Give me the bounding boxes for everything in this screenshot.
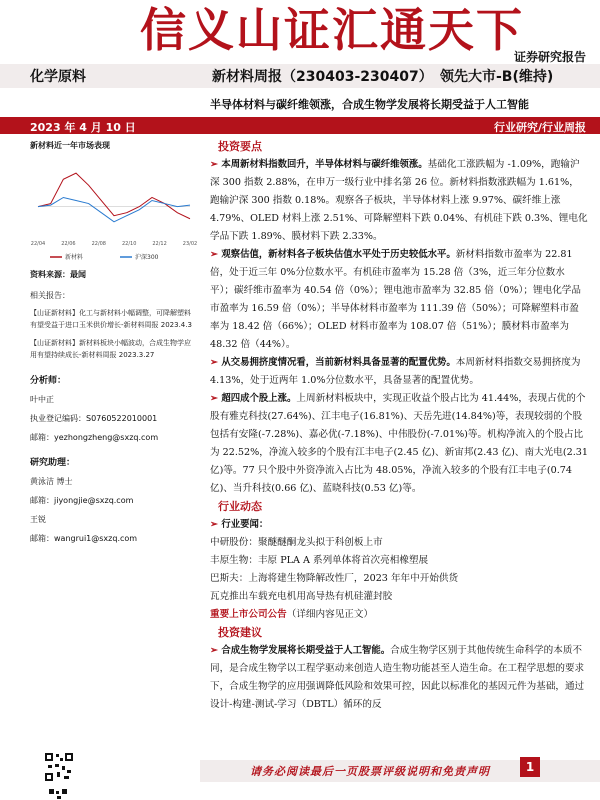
announcements-link[interactable]: 重要上市公司公告（详细内容见正文） xyxy=(210,609,374,620)
arrow-icon: ➢ xyxy=(210,249,222,260)
p1-body: 基础化工涨跌幅为 -1.09%，跑输沪深 300 指数 2.88%，在申万一级行业中排名第 26 位。新材料指数涨跌幅为 1.61%，跑输沪深 300 指数 0.18%。观察各子板块，半导体材料上涨 9.97%、碳纤维上涨 4.79%、OLED 材料上涨 2.51%、可降解塑料下跌 0.04%、有机硅下跌 0.3%、锂电化学品下跌 1.89%、膜材料下跌 2.33%。 xyxy=(210,159,588,242)
assistant-name: 黄泳洁 博士 xyxy=(30,477,73,486)
news-item: 中研股份：聚醚醚酮龙头拟于科创板上市 xyxy=(210,537,383,548)
legend-label-1: 沪深300 xyxy=(135,254,159,261)
arrow-icon: ➢ xyxy=(210,519,222,530)
report-date: 2023 年 4 月 10 日 xyxy=(30,121,136,134)
license-number: 执业登记编码：S0760522010001 xyxy=(30,414,158,423)
section-advice: 投资建议 xyxy=(218,626,262,639)
paragraph-1 xyxy=(210,156,588,246)
section-industry: 行业动态 xyxy=(218,500,262,513)
report-category: 行业研究/行业周报 xyxy=(493,121,586,134)
series-line-1 xyxy=(38,197,190,221)
arrow-icon: ➢ xyxy=(210,645,222,656)
news-item: 瓦克推出车载充电机用高导热有机硅灌封胶 xyxy=(210,591,393,602)
performance-chart xyxy=(30,155,198,265)
arrow-icon: ➢ xyxy=(210,159,222,170)
slogan xyxy=(140,0,524,60)
assistant-label: 研究助理： xyxy=(30,458,76,468)
x-tick-label: 23/02 xyxy=(182,241,198,247)
header-banner xyxy=(0,0,600,62)
p5-body: 合成生物学区别于其他传统生命科学的本质不同，是合成生物学以工程学驱动来创造人造生物功能甚至人造生命。在工程学思想的要求下，合成生物学的应用强调降低风险和效果可控，因此以标准化的基因元件为基础，通过设计-构建-测试-学习（DBTL）循环的反 xyxy=(210,645,585,710)
sidebar xyxy=(30,136,198,544)
analyst-name: 叶中正 xyxy=(30,395,54,404)
paragraph-2 xyxy=(210,246,588,354)
series-line-0 xyxy=(38,173,190,219)
news-list xyxy=(210,534,588,606)
x-tick-label: 22/10 xyxy=(121,241,137,247)
report-type: 证券研究报告 xyxy=(513,50,586,64)
paragraph-4 xyxy=(210,390,588,498)
main-content xyxy=(210,138,588,714)
paragraph-5 xyxy=(210,642,588,714)
x-tick-label: 22/04 xyxy=(30,241,46,247)
qr-code-small-icon xyxy=(48,788,68,800)
qr-code-icon xyxy=(44,752,74,782)
arrow-icon: ➢ xyxy=(210,357,222,368)
related-report[interactable]: 【山证新材料】新材料板块小幅波动，合成生物学应用有望持续成长-新材料周报 2023.3.27 xyxy=(30,339,191,359)
news-item: 巴斯夫：上海将建生物降解改性厂，2023 年年中开始供货 xyxy=(210,573,459,584)
industry-label: 化学原料 xyxy=(30,69,86,85)
news-item: 丰原生物：丰原 PLA A 系列单体将首次亮相橡塑展 xyxy=(210,555,429,566)
page-number: 1 xyxy=(520,757,540,777)
analyst-email[interactable]: 邮箱：yezhongzheng@sxzq.com xyxy=(30,433,159,442)
report-subtitle: 半导体材料与碳纤维领涨，合成生物学发展将长期受益于人工智能 xyxy=(210,98,529,111)
p2-lead: 观察估值，新材料各子板块估值水平处于历史较低水平。 xyxy=(221,249,456,260)
news-heading: ➢ 行业要闻： xyxy=(210,519,269,530)
legend-label-0: 新材料 xyxy=(65,254,84,261)
p1-lead: 本周新材料指数回升，半导体材料与碳纤维领涨。 xyxy=(221,159,428,170)
p5-lead: 合成生物学发展将长期受益于人工智能。 xyxy=(221,645,391,656)
p3-lead: 从交易拥挤度情况看，当前新材料具备显著的配置优势。 xyxy=(221,357,456,368)
chart-title: 新材料近一年市场表现 xyxy=(30,141,110,150)
assistant2-email[interactable]: 邮箱：wangrui1@sxzq.com xyxy=(30,534,138,543)
rating: 领先大市-B(维持) xyxy=(440,69,554,85)
paragraph-3 xyxy=(210,354,588,390)
section-invest-points: 投资要点 xyxy=(218,140,262,153)
p2-body: 新材料指数市盈率为 22.81 倍，处于近三年 0%分位数水平。有机硅市盈率为 15.28 倍（3%，近三年分位数水平）；碳纤维市盈率为 40.54 倍（0%）；锂电池市盈率为 32.85 倍（0%）；锂电化学品市盈率为 16.59 倍（0%）；半导体材料市盈率为 111.39 倍（50%）；可降解塑料市盈率为 18.42 倍（66%）；OLED 材料市盈率为 108.07 倍（51%）；膜材料市盈率为 48.32 倍（44%）。 xyxy=(210,249,581,350)
related-title: 相关报告： xyxy=(30,291,70,300)
x-tick-label: 22/12 xyxy=(152,241,167,247)
analyst-label: 分析师： xyxy=(30,376,67,386)
arrow-icon: ➢ xyxy=(210,393,222,404)
x-tick-label: 22/06 xyxy=(61,241,76,247)
disclaimer: 请务必阅读最后一页股票评级说明和免责声明 xyxy=(250,765,490,778)
related-report[interactable]: 【山证新材料】化工与新材料小幅调整，可降解塑料有望受益于进口玉米供价增长-新材料周报 2023.4.3 xyxy=(30,309,192,329)
slogan-part-a: 信义山证 xyxy=(140,3,332,57)
p4-body: 上周新材料板块中，实现正收益个股占比为 41.44%，表现占优的个股有雅克科技(27.64%)、江丰电子(16.81%)、天岳先进(14.84%)等，表现较弱的个股包括有安隆(-7.28%)、嘉必优(-7.18%)、中伟股份(-7.01%)等。机构净流入的个股占比为 22.52%，净流入较多的个股有江丰电子(2.45 亿)、新宙邦(2.43 亿)、南大光电(2.31 亿)等。77 只个股中外资净流入占比为 48.05%，净流入较多的个股有江丰电子(0.74 亿)、当升科技(0.66 亿)、蓝晓科技(0.53 亿)等。 xyxy=(210,393,588,494)
p4-lead: 超四成个股上涨。 xyxy=(221,393,297,404)
assistant-email[interactable]: 邮箱：jiyongjie@sxzq.com xyxy=(30,496,134,505)
p3-body: 本周新材料指数交易拥挤度为 4.13%，处于近两年 1.0%分位数水平，具备显著的配置优势。 xyxy=(210,357,581,386)
x-tick-label: 22/08 xyxy=(91,241,107,247)
slogan-part-b: 汇通天下 xyxy=(332,3,524,57)
chart-source: 资料来源：最闻 xyxy=(30,270,86,279)
report-title: 新材料周报（230403-230407） xyxy=(212,69,433,85)
assistant2-name: 王锐 xyxy=(30,515,46,524)
